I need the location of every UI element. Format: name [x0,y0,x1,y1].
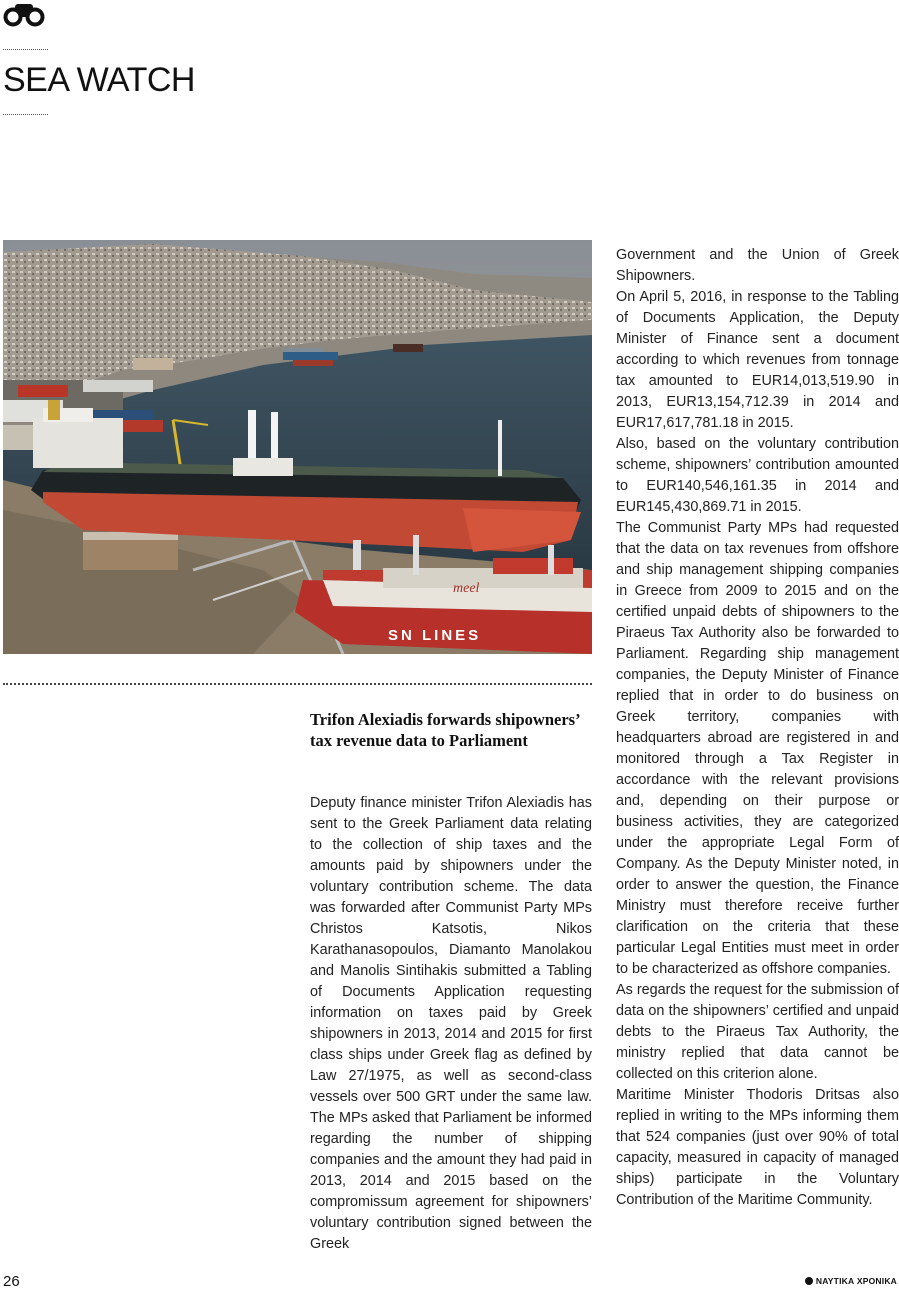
paragraph-6: Maritime Minister Thodoris Dritsas also replied in writing to the MPs informing them that 524 companies (just over 90% of total capacity, measured in capacity of managed ships) participate in the Voluntary Contribution of the Maritime Community. [616,1087,899,1208]
paragraph-3: Also, based on the voluntary contribution scheme, shipowners’ contribution amounted to EUR140,546,161.35 in 2014 and EUR145,430,869.71 in 2015. [616,436,899,515]
binoculars-icon [2,2,46,28]
brand-name: ΝΑΥΤΙΚΑ ΧΡΟΝΙΚΑ [815,1276,897,1286]
paragraph-1-part-1: Deputy finance minister Trifon Alexiadis has sent to the Greek Parliament data relating to the collection of ship taxes and the amounts paid by shipowners under the voluntary contribution scheme. The data was forwarded after Communist Party MPs Christos Katsotis, Nikos Karathanasopoulos, Diamanto Manolakou and Manolis Sintihakis submitted a Tabling of Documents Application requesting information on taxes paid by Greek shipowners in 2013, 2014 and 2015 for first class ships under Greek flag as defined by Law 27/1975, as well as second-class vessels over 500 GRT under the same law. The MPs asked that Parliament be informed regarding the number of shipping companies and the amount they had paid in 2013, 2014 and 2015 based on the compromissum agreement for shipowners’ voluntary contribution signed between the Greek [310,795,592,1252]
photo-divider [3,683,592,685]
hull-text-upper: meel [453,581,480,596]
paragraph-5: As regards the request for the submission of data on the shipowners’ certified and unpaid debts to the Piraeus Tax Authority, the ministry replied that data cannot be collected on this criterion alone. [616,982,899,1082]
paragraph-1-part-2: Government and the Union of Greek Shipowners. [616,247,899,284]
article-headline: Trifon Alexiadis forwards shipowners’ tax revenue data to Parliament [310,710,580,750]
paragraph-2: On April 5, 2016, in response to the Tabling of Documents Application, the Deputy Minister of Finance sent a document according to which revenues from tonnage tax amounted to EUR14,013,519.90 in 2013, EUR13,154,712.39 in 2014 and EUR17,617,781.18 in 2015. [616,289,899,431]
title-rule-top [3,49,48,50]
article-column-2 [616,245,899,1211]
title-rule-bottom [3,114,48,115]
footer-brand [805,1276,897,1286]
page-number: 26 [3,1273,20,1290]
harbor-photo [3,240,592,654]
brand-dot-icon [805,1277,813,1285]
article-column-1 [310,793,592,1255]
section-title: SEA WATCH [3,61,195,99]
hull-text-lower: SN LINES [388,627,482,644]
paragraph-4: The Communist Party MPs had requested that the data on tax revenues from offshore and ship management shipping companies in Greece from 2009 to 2015 and on the certified unpaid debts of shipowners to the Piraeus Tax Authority also be forwarded to Parliament. Regarding ship management companies, the Deputy Minister of Finance replied that in order to do business on Greek territory, companies with headquarters abroad are registered in and monitored through a Tax Register in accordance with the relevant provisions and, depending on their purpose or business activities, they are categorized under the appropriate Legal Form of Company. As the Deputy Minister noted, in order to answer the question, the Finance Ministry must therefore receive further clarification on the criteria that these particular Legal Entities must meet in order to be characterized as offshore companies. [616,520,899,977]
